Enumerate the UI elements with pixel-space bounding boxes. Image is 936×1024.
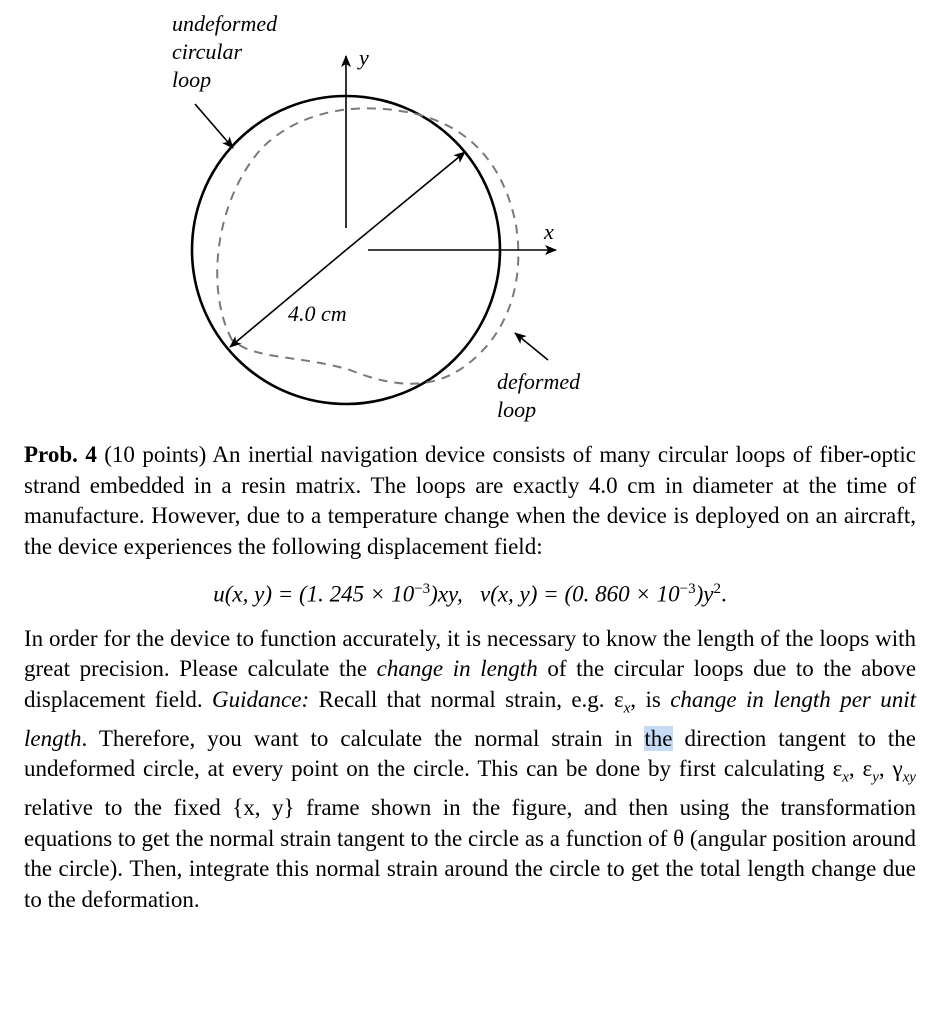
equation-u-tail: )xy,: [430, 581, 463, 607]
problem-statement: [24, 440, 916, 915]
displacement-equation: [24, 574, 916, 610]
guidance-text: In order for the device to function accurately, it is necessary to know the length of the loops with great precision. Please calculate the: [24, 625, 916, 682]
highlighted-word[interactable]: the: [644, 725, 673, 751]
guidance-emphasis: change in length: [376, 656, 538, 682]
epsilon-x-subscript: x: [842, 769, 849, 786]
equation-v-exp: −3: [679, 581, 696, 597]
epsilon-x-subscript: x: [623, 700, 631, 717]
gamma-xy-subscript: xy: [902, 769, 916, 786]
problem-guidance: [24, 624, 916, 916]
deformed-leader-arrow: [515, 333, 548, 360]
x-axis-label: x: [544, 219, 554, 244]
undeformed-label-line: circular: [172, 39, 243, 64]
guidance-text: of the circular loops due to the above displacement field.: [24, 656, 917, 712]
equation-u: u(x, y) = (1. 245 × 10: [213, 581, 415, 607]
guidance-label: Guidance:: [212, 686, 310, 712]
diameter-arrow: [230, 250, 346, 347]
figure: [0, 0, 936, 440]
guidance-text: relative to the fixed {x, y} frame shown in the figure, and then using the transformation equations to get the normal strain tangent to the circle as a function of θ (angular position around the circle). Then, integrate this normal strain around the circle to get the total length change due to the deformation.: [24, 795, 916, 912]
problem-number: Prob. 4: [24, 442, 97, 467]
problem-intro: [24, 440, 916, 562]
problem-text: An inertial navigation device consists of many circular loops of fiber-optic strand embedded in a resin matrix. The loops are exactly 4.0 cm in diameter at the time of manufacture. However, due to a temperature change when the device is deployed on an aircraft, the device experiences the following displacement field:: [24, 442, 917, 559]
diameter-label: 4.0 cm: [288, 301, 347, 326]
guidance-text: , ε: [848, 756, 873, 782]
guidance-text: , is: [630, 686, 661, 712]
undeformed-leader-arrow: [195, 104, 233, 148]
guidance-text: , γ: [878, 756, 903, 782]
undeformed-label: [172, 10, 277, 94]
guidance-text: direction tangent to the undeformed circle, at every point on the circle. This can be done by first calculating ε: [24, 725, 916, 782]
equation-v-sq: 2: [713, 581, 721, 597]
guidance-text: . Therefore, you want to calculate the normal strain in: [81, 725, 633, 751]
undeformed-label-line: loop: [172, 67, 212, 92]
problem-points: (10 points): [104, 442, 207, 467]
undeformed-label-line: undeformed: [172, 11, 278, 36]
guidance-text: Recall that normal strain, e.g. ε: [318, 686, 624, 712]
deformed-label: [497, 368, 580, 424]
deformed-label-line: loop: [497, 397, 537, 422]
deformed-loop: [217, 108, 518, 383]
deformation-diagram: [0, 0, 936, 440]
equation-v: v(x, y) = (0. 860 × 10: [479, 581, 680, 607]
equation-end: .: [720, 581, 727, 607]
equation-u-exp: −3: [414, 581, 431, 597]
diameter-arrow: [346, 152, 465, 250]
guidance-emphasis: change in length per unit length: [24, 686, 917, 751]
deformed-label-line: deformed: [497, 369, 581, 394]
y-axis-label: y: [359, 45, 369, 70]
equation-v-tail: )y: [695, 581, 714, 607]
epsilon-y-subscript: y: [872, 769, 879, 786]
